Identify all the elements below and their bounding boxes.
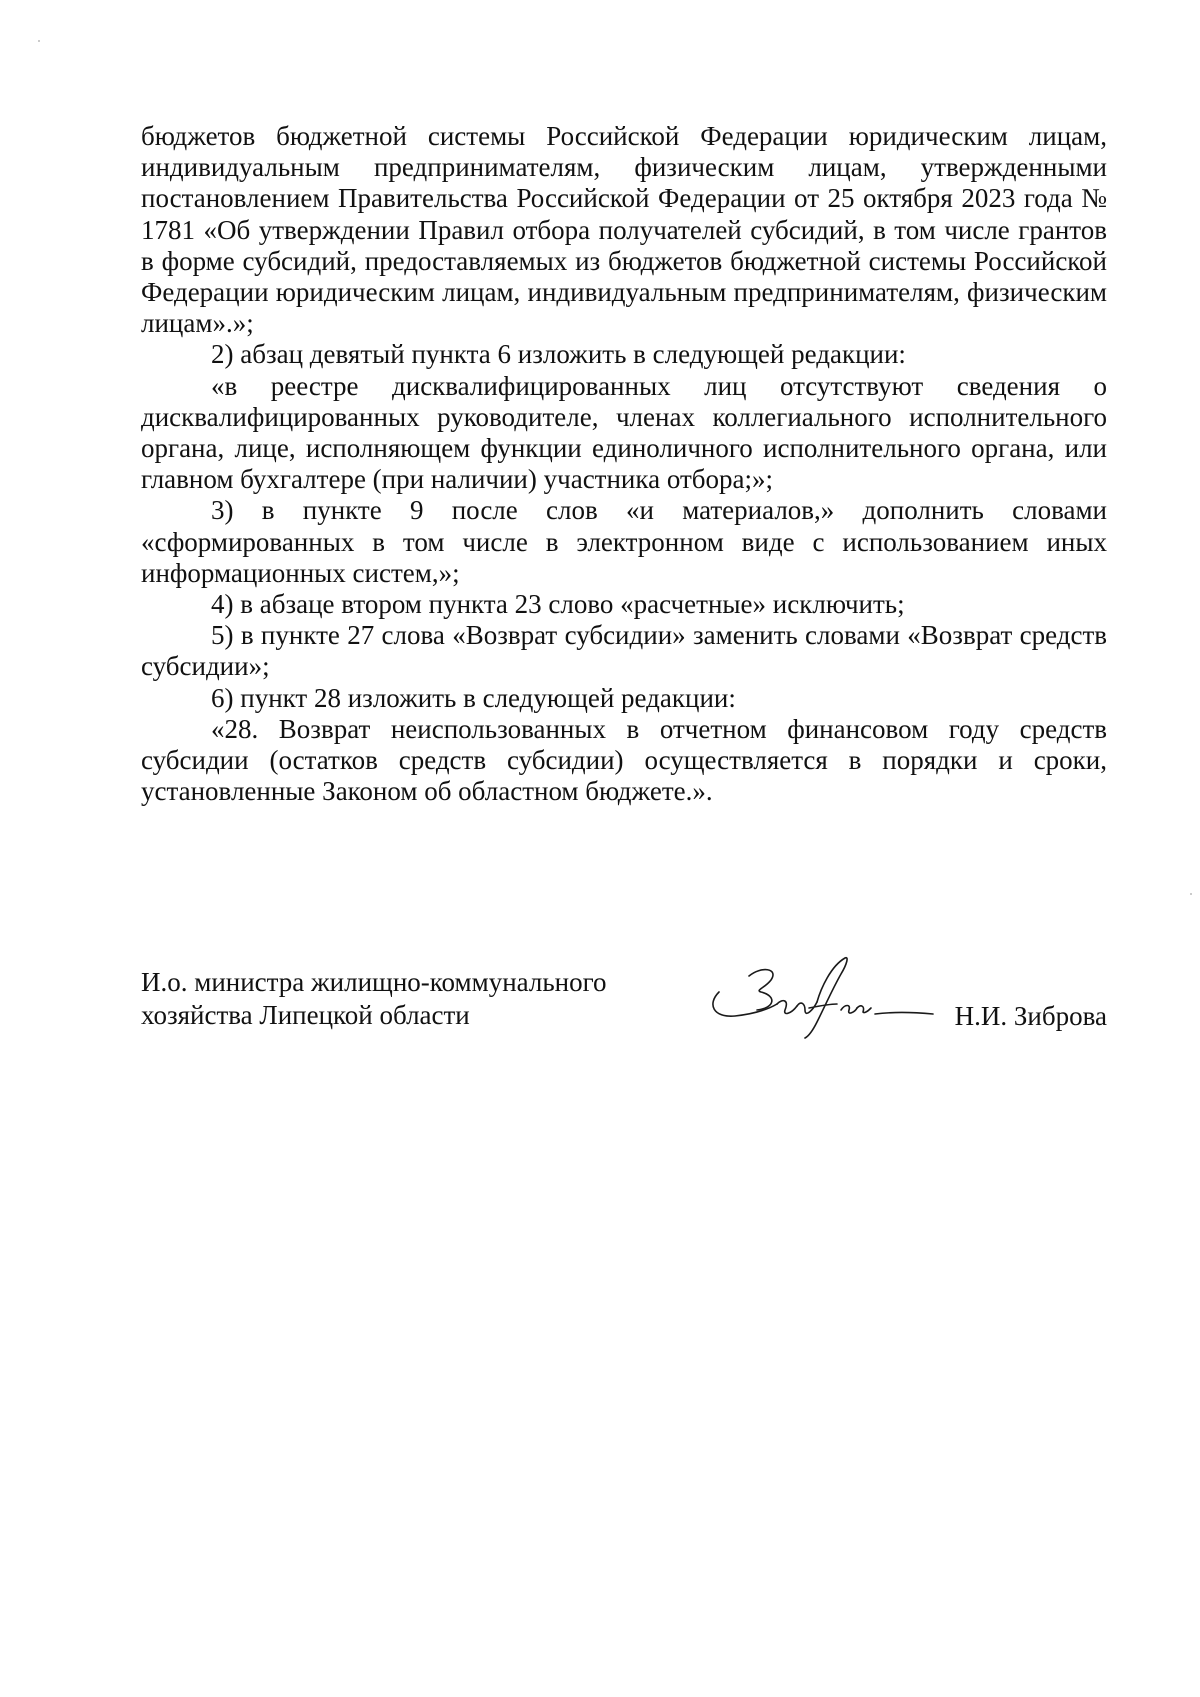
paragraph-quote-disqualified: «в реестре дисквалифицированных лиц отсутствуют сведения о дисквалифицированных руководителе, членах коллегиального исполнительного органа, лице, исполняющем функции единоличного исполнительного органа, или главном бухгалтере (при наличии) участника отбора;»; (141, 370, 1107, 495)
paragraph-item-4: 4) в абзаце втором пункта 23 слово «расчетные» исключить; (211, 589, 905, 620)
signatory-title-line-2: хозяйства Липецкой области (141, 1000, 470, 1030)
scan-speck-mark (38, 40, 40, 42)
paragraph-item-6: 6) пункт 28 изложить в следующей редакции: (211, 682, 736, 713)
signatory-title-line-1: И.о. министра жилищно-коммунального (141, 967, 607, 997)
paragraph-item-3: 3) в пункте 9 после слов «и материалов,» дополнить словами «сформированных в том числе в электронном виде с использованием иных информационных систем,»; (141, 495, 1107, 588)
signature-block (141, 966, 1107, 1046)
paragraph-item-2: 2) абзац девятый пункта 6 изложить в следующей редакции: (211, 339, 906, 370)
paragraph-quote-28: «28. Возврат неиспользованных в отчетном финансовом году средств субсидии (остатков средств субсидии) осуществляется в порядки и сроки, установленные Законом об областном бюджете.». (141, 713, 1107, 807)
scan-speck-mark (1190, 893, 1192, 895)
signatory-title (141, 966, 661, 1032)
document-body (141, 121, 1107, 807)
handwritten-signature (705, 952, 935, 1052)
paragraph-continuation: бюджетов бюджетной системы Российской Федерации юридическим лицам, индивидуальным предпринимателям, физическим лицам, утвержденными постановлением Правительства Российской Федерации от 25 октября 2023 года № 1781 «Об утверждении Правил отбора получателей субсидий, в том числе грантов в форме субсидий, предоставляемых из бюджетов бюджетной системы Российской Федерации юридическим лицам, индивидуальным предпринимателям, физическим лицам».»; (141, 121, 1107, 339)
paragraph-item-5: 5) в пункте 27 слова «Возврат субсидии» заменить словами «Возврат средств субсидии»; (141, 620, 1107, 682)
signatory-name: Н.И. Зиброва (954, 1001, 1107, 1031)
